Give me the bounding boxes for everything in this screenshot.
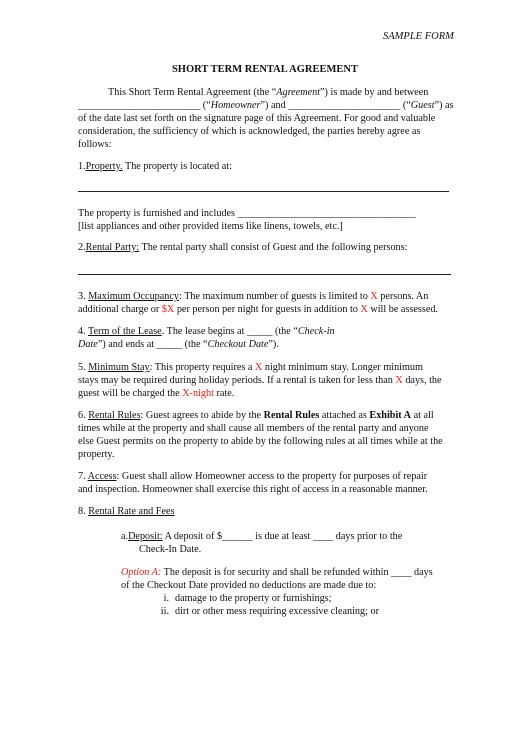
- section-3-line-1: 3. Maximum Occupancy: The maximum number of guests is limited to X persons. An: [78, 291, 429, 302]
- option-a-line-2: of the Checkout Date provided no deductions are made due to:: [121, 580, 377, 591]
- list-item-text: dirt or other mess requiring excessive cleaning; or: [175, 606, 379, 617]
- section-5-heading: Minimum Stay: [88, 362, 150, 373]
- section-5-line-2: stays may be required during holiday periods. If a rental is taken for less than X days, the: [78, 375, 442, 386]
- deposit-line-2: Check-In Date.: [139, 544, 202, 555]
- section-2-heading: Rental Party:: [85, 242, 140, 253]
- intro-line-3: of the date last set forth on the signature page of this Agreement. For good and valuable: [78, 113, 436, 124]
- address-blank-line: [78, 191, 449, 192]
- deposit-heading: Deposit:: [128, 531, 163, 542]
- furnished-line: The property is furnished and includes ___________________________________: [78, 208, 416, 219]
- section-6-line-2: times while at the property and shall cause all members of the rental party and anyone: [78, 423, 429, 434]
- section-4-heading: Term of the Lease: [88, 326, 162, 337]
- section-4-line-1: 4. Term of the Lease. The lease begins at _____ (the “Check-in: [78, 326, 335, 337]
- section-3-heading: Maximum Occupancy: [88, 291, 179, 302]
- section-6-heading: Rental Rules: [88, 410, 141, 421]
- list-item-text: damage to the property or furnishings;: [175, 593, 332, 604]
- intro-line-2: ________________________ (“Homeowner”) and ______________________ (“Guest”) as: [78, 100, 454, 111]
- list-item-number: i.: [163, 593, 169, 604]
- document-title: SHORT TERM RENTAL AGREEMENT: [171, 64, 359, 75]
- section-5-line-3: guest will be charged the X-night rate.: [78, 388, 235, 399]
- option-a-line-1: Option A: The deposit is for security and shall be refunded within ____ days: [121, 567, 433, 578]
- intro-line-4: consideration, the sufficiency of which is acknowledged, the parties hereby agree as: [78, 126, 421, 137]
- sample-form-label: SAMPLE FORM: [383, 31, 454, 42]
- list-item-number: ii.: [160, 606, 169, 617]
- intro-line-1: This Short Term Rental Agreement (the “Agreement”) is made by and between: [108, 87, 429, 98]
- intro-line-5: follows:: [78, 139, 112, 150]
- section-1-line: 1.Property. The property is located at:: [78, 161, 232, 172]
- section-8-line: 8. Rental Rate and Fees: [78, 506, 175, 517]
- section-6-line-1: 6. Rental Rules: Guest agrees to abide by the Rental Rules attached as Exhibit A at all: [78, 410, 434, 421]
- section-3-line-2: additional charge or $X per person per night for guests in addition to X will be assessed.: [78, 304, 438, 315]
- section-6-line-3: else Guest permits on the property to abide by the following rules at all times while at the: [78, 436, 443, 447]
- section-5-line-1: 5. Minimum Stay: This property requires a X night minimum stay. Longer minimum: [78, 362, 423, 373]
- list-item: [156, 605, 379, 618]
- section-4-line-2: Date”) and ends at _____ (the “Checkout Date”).: [78, 339, 279, 350]
- section-6-line-4: property.: [78, 449, 115, 460]
- section-7-heading: Access: [87, 471, 117, 482]
- deposit-line-1: a.Deposit: A deposit of $______ is due at least ____ days prior to the: [121, 531, 403, 542]
- section-7-line-2: and inspection. Homeowner shall exercise this right of access in a reasonable manner.: [78, 484, 428, 495]
- section-1-heading: Property.: [85, 161, 123, 172]
- option-a-label: Option A:: [121, 567, 162, 578]
- furnished-note: [list appliances and other provided items like linens, towels, etc.]: [78, 221, 343, 232]
- section-2-line: 2.Rental Party: The rental party shall consist of Guest and the following persons:: [78, 242, 408, 253]
- persons-blank-line: [78, 274, 451, 275]
- section-7-line-1: 7. Access: Guest shall allow Homeowner access to the property for purposes of repair: [78, 471, 428, 482]
- list-item: [159, 592, 331, 605]
- section-8-heading: Rental Rate and Fees: [88, 506, 175, 517]
